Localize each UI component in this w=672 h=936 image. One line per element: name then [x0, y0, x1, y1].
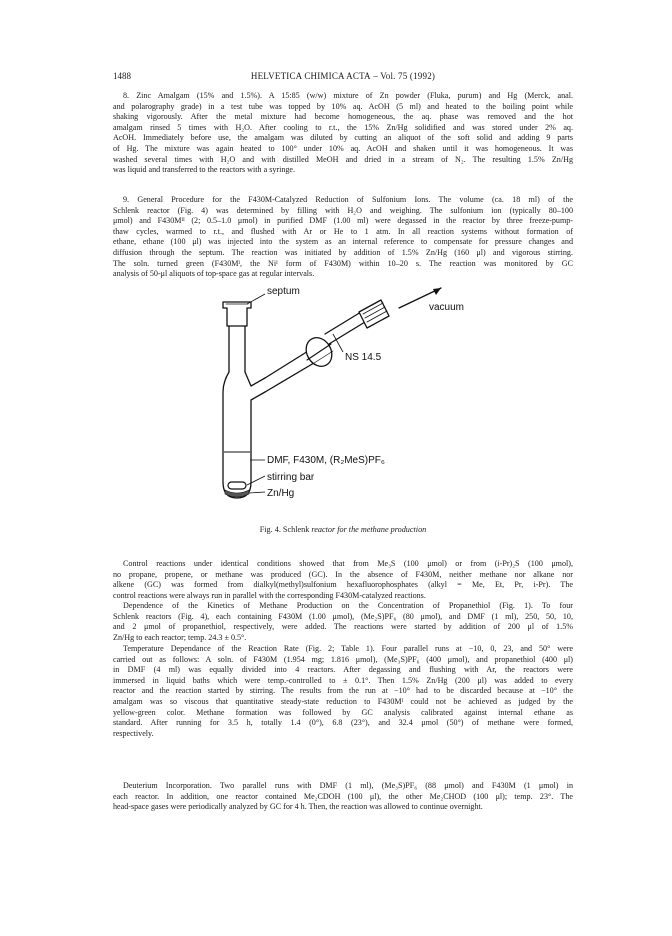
schlenk-reactor-figure — [203, 282, 473, 522]
text-line: Control reactions under identical conditions showed that from Me₃S (100 μmol) or from (i-Pr)₂S (100 μmol), — [123, 559, 573, 568]
label-vacuum: vacuum — [429, 302, 465, 313]
schlenk-reactor-drawing — [203, 282, 473, 522]
text-line: analysis of 50-μl aliquots of top-space gas at regular intervals. — [113, 269, 315, 279]
text-line: yellow-green color. Methane formation was followed by GC analysis calibrated against internal ethane as — [113, 707, 573, 717]
text-line: washed several times with H₂O and with distilled MeOH and dried in a stream of N₂. The resulting 1.5% Zn/Hg — [113, 154, 573, 164]
paragraph-zinc-amalgam — [113, 91, 573, 176]
running-head — [113, 71, 573, 82]
text-line: AcOH. Immediately before use, the amalgam was diluted by cutting an aliquot of the soft solid and adding 9 parts — [113, 133, 573, 143]
text-line: no propane, propene, or methane was produced (GC). In the absence of F430M, neither methane nor alkane nor — [113, 569, 573, 579]
text-line: Schlenk reactors (Fig. 4), each containing F430M (1.00 μmol), (Me₂S)PF₆ (80 μmol), and DMF (1 ml), 250, 50, 10, — [113, 611, 573, 621]
text-line: μmol) and F430Mᴵᴵ (2; 0.5–1.0 μmol) in purified DMF (1.00 ml) were degassed in the reactor by three freeze-pump- — [113, 216, 573, 226]
text-line: ethane, ethane (100 μl) was injected into the system as an internal reference to compensate for pressure changes and — [113, 237, 573, 247]
leader-stirbar — [247, 476, 265, 485]
label-stirring-bar: stirring bar — [267, 472, 315, 483]
text-line: alkene (GC) was formed from dialkyl(methyl)sulfonium hexafluorophosphates (alkyl = Me, Et, Pr, i-Pr). The — [113, 580, 573, 590]
text-line: 8. Zinc Amalgam (15% and 1.5%). A 15:85 (w/w) mixture of Zn powder (Fluka, purum) and Hg (Merck, anal. — [123, 91, 573, 100]
text-line: 9. General Procedure for the F430M-Catalyzed Reduction of Sulfonium Ions. The volume (ca. 18 ml) of the — [123, 195, 573, 204]
paragraph-control-reactions — [113, 559, 573, 601]
text-line: reactor and the reaction started by stirring. The results from the run at −10° had to be discarded because at −10° the — [113, 686, 573, 696]
text-line: Zn/Hg to each reactor; temp. 24.3 ± 0.5°. — [113, 632, 247, 642]
text-line: head-space gases were periodically analyzed by GC for 4 h. Then, the reaction was allowed to continue overnight. — [113, 802, 483, 812]
text-line: control reactions were always run in parallel with the corresponding F430M-catalyzed reactions. — [113, 590, 426, 600]
text-line: immersed in liquid baths which were temp.-controlled to ± 0.1°. Then 1.5% Zn/Hg (200 μl) was added to every — [113, 675, 573, 685]
caption-prefix: Fig. 4. Schlenk — [259, 525, 312, 534]
label-solution: DMF, F430M, (R₂MeS)PF₆ — [267, 455, 385, 466]
text-line: amalgam was so viscous that quantitative steady-state reduction to F430Mᴵ could not be achieved as judged by the — [113, 696, 573, 706]
septum-shape — [223, 302, 251, 326]
figure-caption — [113, 525, 573, 535]
stirring-bar-shape — [228, 482, 246, 489]
text-line: amalgam rinsed 5 times with H₂O. After cooling to r.t., the 15% Zn/Hg solidified and was stored under 2% aq. — [113, 122, 573, 132]
journal-title — [113, 71, 573, 82]
text-line: respectively. — [113, 728, 154, 738]
text-line: and 2 μmol of propanethiol, respectively, were added. The reactions were started by addition of 200 μl of 1.5% — [113, 622, 573, 632]
text-line: Deuterium Incorporation. Two parallel runs with DMF (1 ml), (Me₃S)PF₆ (88 μmol) and F430M (1 μmol) in — [123, 781, 573, 790]
label-joint: NS 14.5 — [345, 352, 382, 363]
text-line: The soln. turned green (F430Mᴵ, the Niᴵ form of F430M) within 10–20 s. The reaction was monitored by GC — [113, 258, 573, 268]
text-line: and polarography grade) in a test tube was topped by 10% aq. AcOH (5 ml) and heated to the boiling point while — [113, 101, 573, 111]
leader-septum — [247, 294, 265, 304]
paragraph-deuterium-incorporation — [113, 781, 573, 813]
label-amalgam: Zn/Hg — [267, 488, 295, 499]
text-line: was liquid and transferred to the reactors with a syringe. — [113, 165, 296, 175]
text-line: Schlenk reactor (Fig. 4) was determined by filling with H₂O and weighing. The sulfonium ion (typically 80–100 — [113, 205, 573, 215]
paragraph-propanethiol-dependence — [113, 601, 573, 643]
paragraph-general-procedure — [113, 195, 573, 280]
text-line: thaw cycles, warmed to r.t., and flushed with Ar or He to 1 atm. In all reaction systems without formation of — [113, 226, 573, 236]
journal-volume: – Vol. 75 (1992) — [370, 71, 436, 81]
text-line: Dependence of the Kinetics of Methane Production on the Concentration of Propanethiol (Fig. 1). To four — [123, 601, 573, 610]
text-line: diffusion through the septum. The reaction was initiated by addition of 1.5% Zn/Hg (160 μl) and vigorous stirring. — [113, 247, 573, 257]
leader-amalgam — [249, 492, 265, 493]
page-number: 1488 — [113, 71, 131, 81]
text-line: standard. After running for 3.5 h, totally 1.4 (0°), 6.8 (23°), and 32.4 μmol (50°) of methane were formed, — [113, 718, 573, 728]
text-line: each reactor. In addition, one reactor contained Me₂CDOH (100 μl), the other Me₂CHOD (100 μl); temp. 23°. The — [113, 791, 573, 801]
journal-name: HELVETICA CHIMICA ACTA — [250, 71, 371, 81]
label-septum: septum — [267, 286, 300, 297]
text-line: Temperature Dependance of the Reaction Rate (Fig. 2; Table 1). Four parallel runs at −10, 0, 23, and 50° were — [123, 644, 573, 653]
text-line: of Hg. The mixture was again heated to 100° under 10% aq. AcOH and shaken until it was homogeneous. It was — [113, 143, 573, 153]
text-line: carried out as follows: A soln. of F430M (1.954 mg; 1.816 μmol), (Me₃S)PF₆ (400 μmol), and propanethiol (400 μl) — [113, 654, 573, 664]
caption-italic: reactor for the methane production — [311, 525, 427, 534]
paragraph-temperature-dependance — [113, 644, 573, 739]
text-line: in DMF (4 ml) was equally divided into 4 reactors. After degassing and flushing with Ar, the reactors were — [113, 665, 573, 675]
text-line: shaking vigorously. After the metal mixture had become homogeneous, the aq. phase was removed and the hot — [113, 112, 573, 122]
